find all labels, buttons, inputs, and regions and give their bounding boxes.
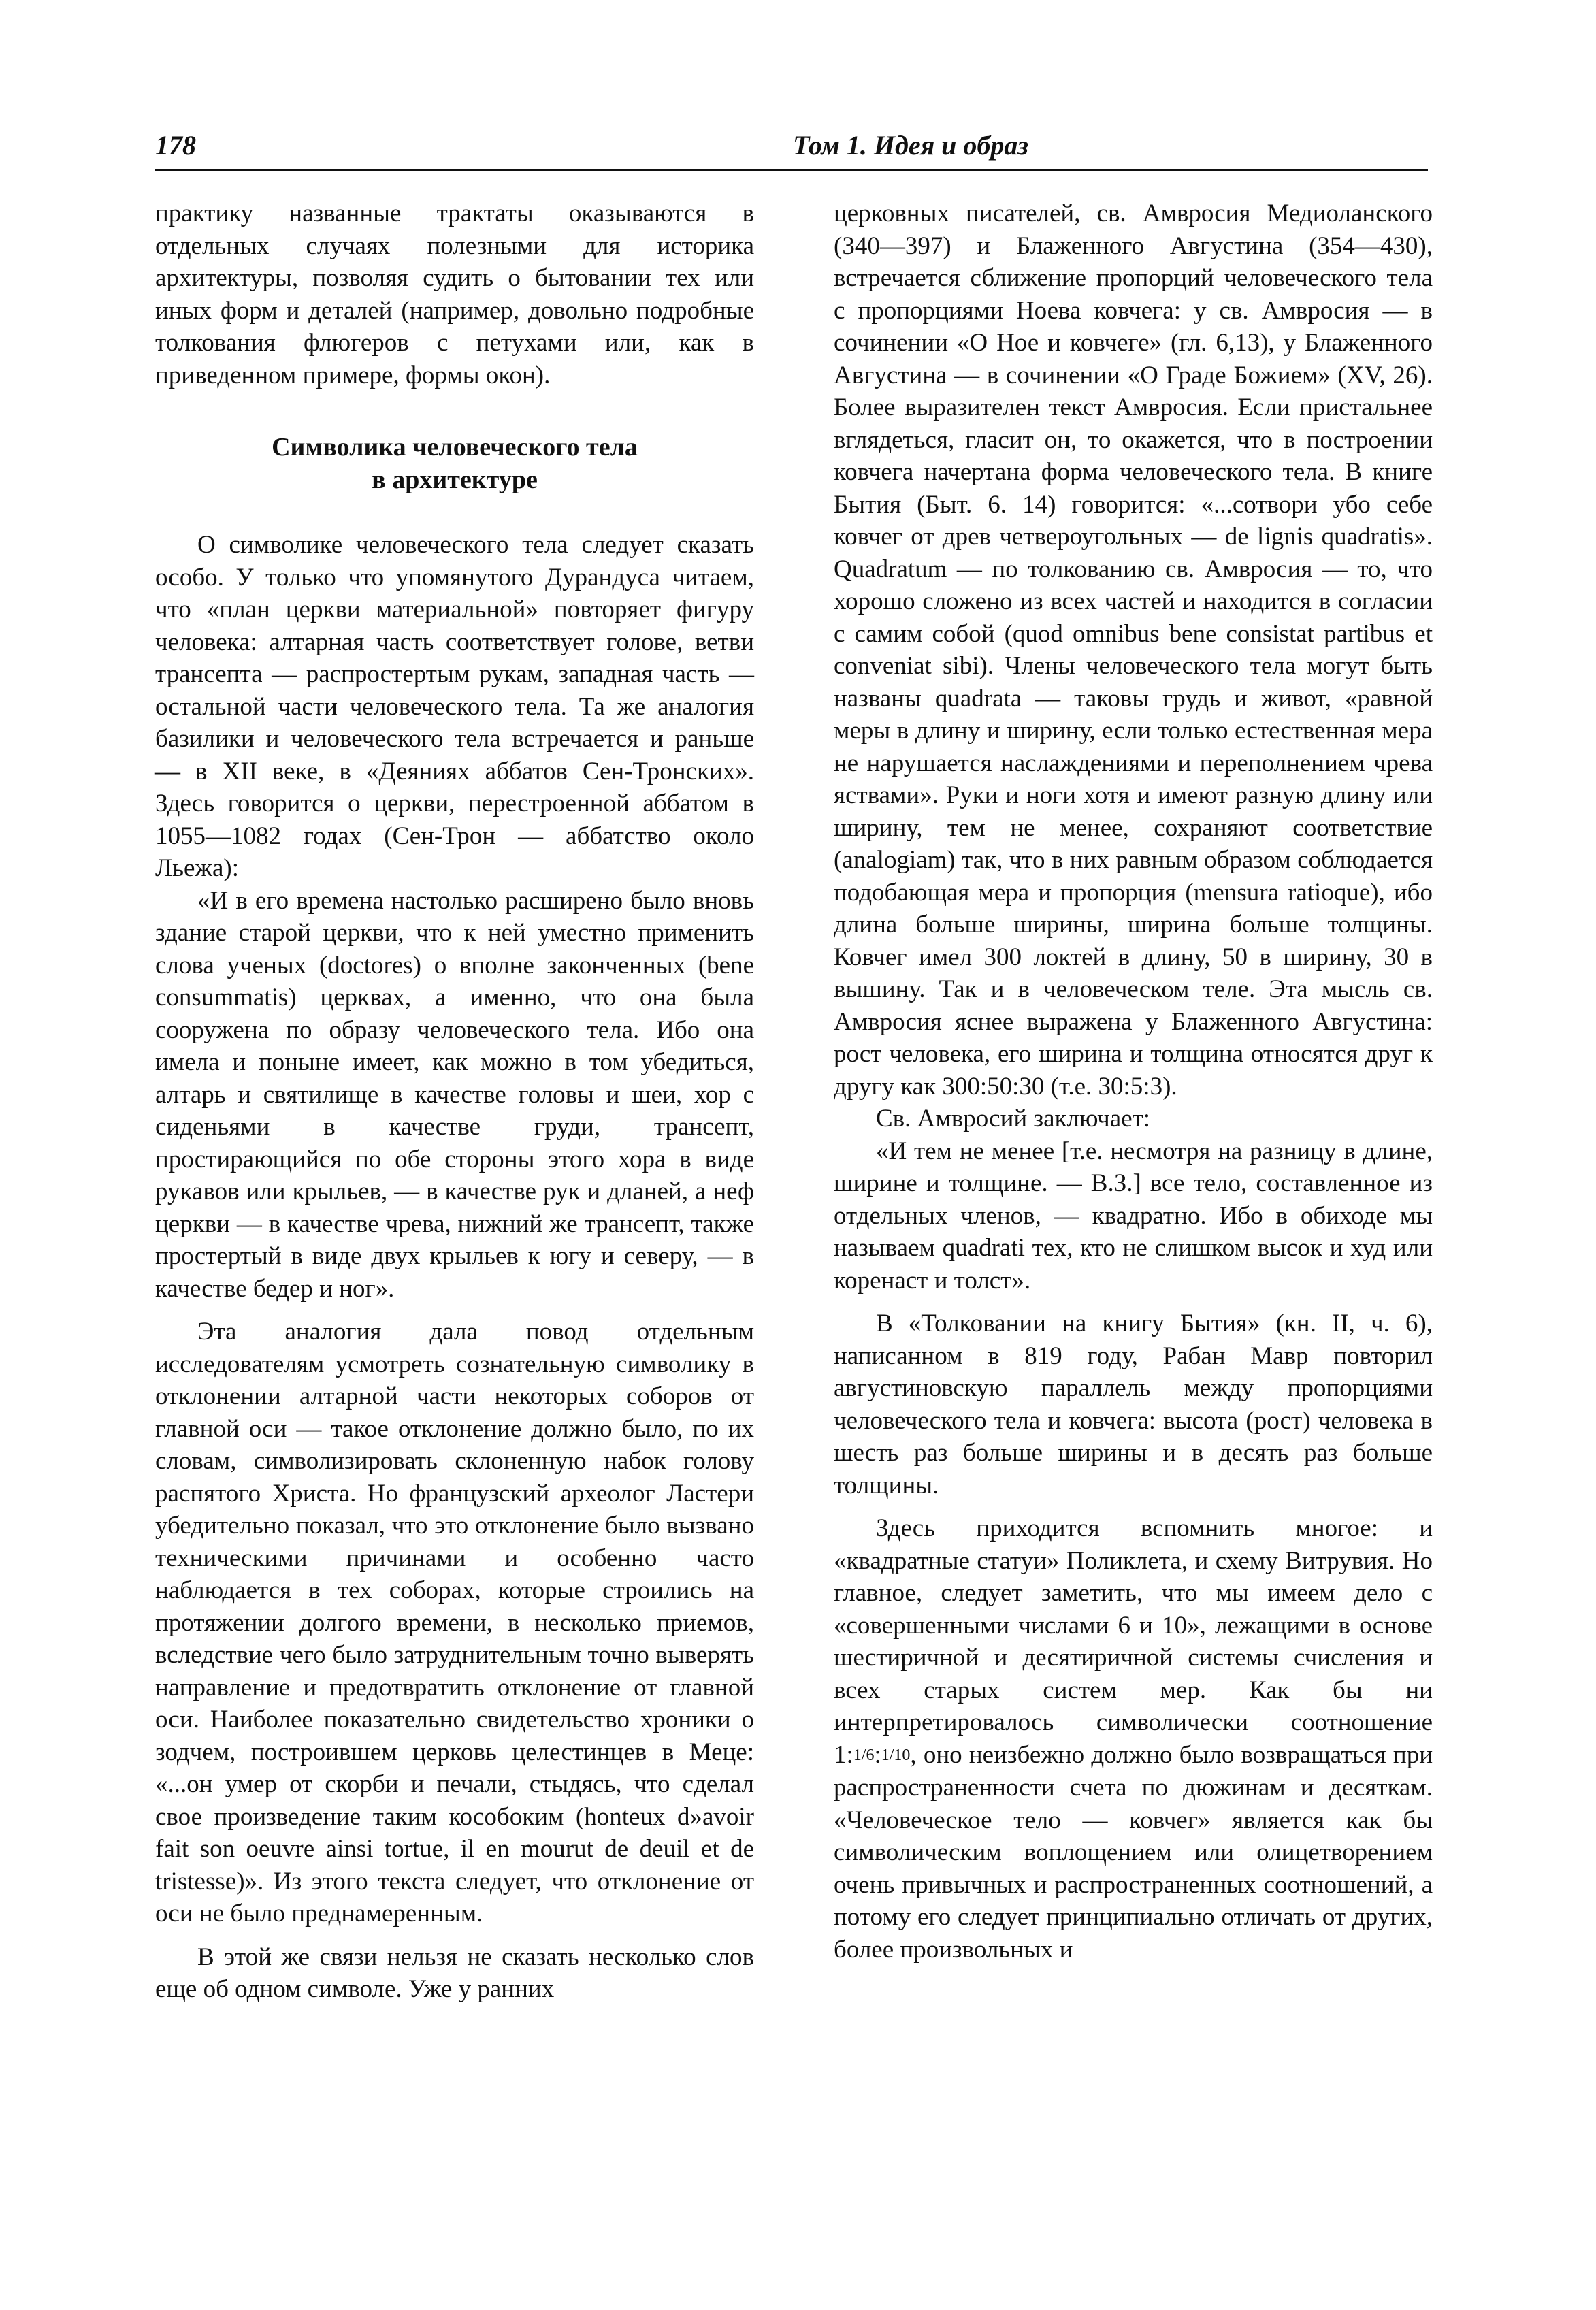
section-heading bbox=[155, 431, 754, 496]
paragraph: В «Толковании на книгу Бытия» (кн. II, ч. 6), написанном в 819 году, Рабан Мавр повторил августиновскую параллель между пропорциями человеческого тела и ковчега: высота (рост) человека в шесть раз больше ширины и в десять раз больше толщины. bbox=[834, 1309, 1433, 1499]
paragraph-text: Здесь приходится вспомнить многое: и «квадратные статуи» Поликлета, и схему Витрувия. Но главное, следует заметить, что мы имеем дело с «совершенными числами 6 и 10», лежащими в основе шестиричной и десятиричной системы счисления и всех старых систем мер. Как бы ни интерпретировалось символически соотношение 1: bbox=[834, 1514, 1433, 1769]
paragraph: Св. Амвросий заключает: bbox=[876, 1105, 1151, 1133]
section-heading-line: в архитектуре bbox=[372, 466, 538, 494]
section-heading-line: Символика человеческого тела bbox=[272, 433, 638, 461]
quote-paragraph: «И тем не менее [т.е. несмотря на разницу в длине, ширине и толщине. — В.З.] все тело, составленное из отдельных членов, — квадратно. Ибо в обиходе мы называем quadrati тех, кто не слишком высок и худ или коренаст и толст». bbox=[834, 1137, 1433, 1295]
ratio-colon: : bbox=[874, 1740, 881, 1769]
fraction: 1/6 bbox=[853, 1746, 875, 1764]
paragraph-text: , оно неизбежно должно было возвращаться при распространенности счета по дюжинам и десяткам. «Человеческое тело — ковчег» является как бы символическим воплощением или олицетворением очень привычных и распространенных соотношений, а потому его следует принципиально отличать от других, более произвольных и bbox=[834, 1740, 1433, 1964]
page-header bbox=[155, 128, 1428, 171]
fraction: 1/10 bbox=[881, 1746, 911, 1764]
paragraph bbox=[834, 1512, 1433, 1966]
left-column bbox=[155, 197, 754, 2006]
paragraph: церковных писателей, св. Амвросия Медиоланского (340—397) и Блаженного Августина (354—430), встречается сближение пропорций человеческого тела с пропорциями Ноева ковчега: у св. Амвросия — в сочинении «О Ное и ковчеге» (гл. 6,13), у Блаженного Августина — в сочинении «О Граде Божием» (XV, 26). Более выразителен текст Амвросия. Если пристальнее вглядеться, гласит он, то окажется, что в построении ковчега начертана форма человеческого тела. В книге Бытия (Быт. 6. 14) говорится: «...сотвори убо себе ковчег от древ четвероугольных — de lignis quadratis». Quadratum — по толкованию св. Амвросия — то, что хорошо сложено из всех частей и находится в согласии с самим собой (quod omnibus bene consistat partibus et conveniat sibi). Члены человеческого тела могут быть названы quadrata — таковы грудь и живот, «равной меры в длину и ширину, если только естественная мера не нарушается наслаждениями и переполнением чрева яствами». Руки и ноги хотя и имеют разную длину или ширину, тем не менее, сохраняют соответствие (analogiam) так, что в них равным образом соблюдается подобающая мера и пропорция (mensura ratioque), ибо длина больше ширины, ширина больше толщины. Ковчег имел 300 локтей в длину, 50 в ширину, 30 в вышину. Так и в человеческом теле. Эта мысль св. Амвросия яснее выражена у Блаженного Августина: рост человека, его ширина и толщина относятся друг к другу как 300:50:30 (т.е. 30:5:3). bbox=[834, 199, 1433, 1101]
quote-paragraph: «И в его времена настолько расширено было вновь здание старой церкви, что к ней уместно применить слова ученых (doctores) о вполне законченных (bene consummatis) церквах, а именно, что она была сооружена по образу человеческого тела. Ибо она имела и поныне имеет, как можно в том убедиться, алтарь и святилище в качестве головы и шеи, хор с сиденьями в качестве груди, трансепт, простирающийся по обе стороны этого хора в виде рукавов или крыльев, — в качестве рук и дланей, а неф церкви — в качестве чрева, нижний же трансепт, также простертый в виде двух крыльев к югу и северу, — в качестве бедер и ног». bbox=[155, 886, 754, 1303]
paragraph: О символике человеческого тела следует сказать особо. У только что упомянутого Дурандуса читаем, что «план церкви материальной» повторяет фигуру человека: алтарная часть соответствует голове, ветви трансепта — распростертым рукам, западная часть — остальной части человеческого тела. Та же аналогия базилики и человеческого тела встречается и раньше — в XII веке, в «Деяниях аббатов Сен-Тронских». Здесь говорится о церкви, перестроенной аббатом в 1055—1082 годах (Сен-Трон — аббатство около Льежа): bbox=[155, 531, 754, 882]
paragraph: практику названные трактаты оказываются в отдельных случаях полезными для историка архитектуры, позволяя судить о бытовании тех или иных форм и деталей (например, довольно подробные толкования флюгеров с петухами или, как в приведенном примере, формы окон). bbox=[155, 199, 754, 389]
paragraph: В этой же связи нельзя не сказать несколько слов еще об одном символе. Уже у ранних bbox=[155, 1942, 754, 2003]
page-number: 178 bbox=[155, 130, 196, 161]
running-head: Том 1. Идея и образ bbox=[793, 130, 1028, 161]
paragraph: Эта аналогия дала повод отдельным исследователям усмотреть сознательную символику в отклонении алтарной части некоторых соборов от главной оси — такое отклонение должно было, по их словам, символизировать склоненную набок голову распятого Христа. Но французский археолог Ластери убедительно показал, что это отклонение было вызвано техническими причинами и особенно часто наблюдается в тех соборах, которые строились на протяжении долгого времени, в несколько приемов, вследствие чего было затруднительным точно выверять направление и предотвратить отклонение от главной оси. Наиболее показательно свидетельство хроники о зодчем, построившем церковь целестинцев в Меце: «...он умер от скорби и печали, стыдясь, что сделал свое произведение таким кособоким (honteux d»avoir fait son oeuvre ainsi tortue, il en mourut de deuil et de tristesse)». Из этого текста следует, что отклонение от оси не было преднамеренным. bbox=[155, 1318, 754, 1927]
right-column bbox=[834, 197, 1433, 1966]
